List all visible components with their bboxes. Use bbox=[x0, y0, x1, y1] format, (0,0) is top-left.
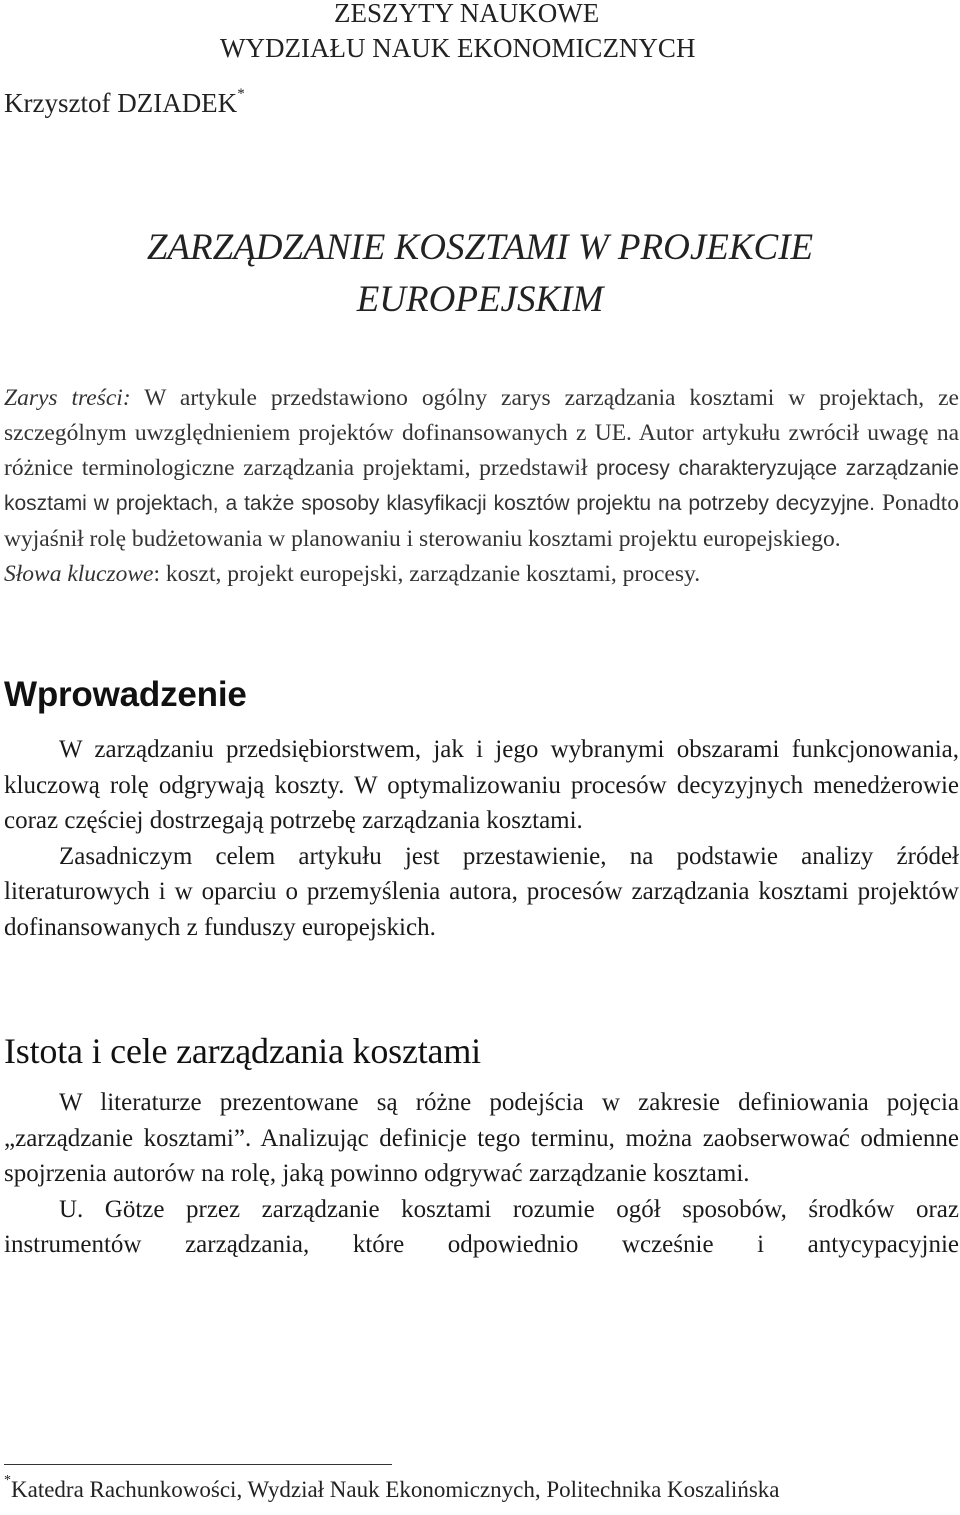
essence-paragraph-2: U. Götze przez zarządzanie kosztami rozumie ogół sposobów, środków oraz instrumentów zarządzania, które odpowiednio wcześnie i antycypacyjnie bbox=[4, 1195, 959, 1258]
abstract-label: Zarys treści: bbox=[4, 385, 131, 411]
abstract-text-end: Ponadto wyjaśnił rolę budżetowania w planowaniu i sterowaniu kosztami projektu europejskiego. bbox=[4, 490, 959, 553]
abstract-paragraph bbox=[4, 381, 959, 557]
author bbox=[4, 88, 245, 119]
essence-paragraph-1: W literaturze prezentowane są różne podejścia w zakresie definiowania pojęcia „zarządzanie kosztami”. Analizując definicje tego terminu, można zaobserwować odmienne spojrzenia autorów na rolę, jaką powinno odgrywać zarządzanie kosztami. bbox=[4, 1089, 959, 1187]
article-title-line2: EUROPEJSKIM bbox=[356, 279, 604, 320]
essence-body bbox=[4, 1085, 959, 1263]
footnote bbox=[4, 1473, 780, 1503]
keywords-label: Słowa kluczowe bbox=[4, 560, 154, 587]
keywords bbox=[4, 557, 959, 592]
keywords-text: : koszt, projekt europejski, zarządzanie kosztami, procesy. bbox=[153, 560, 701, 587]
footnote-mark: * bbox=[4, 1473, 11, 1489]
article-title bbox=[0, 222, 960, 326]
abstract bbox=[4, 381, 959, 592]
journal-title-line2: WYDZIAŁU NAUK EKONOMICZNYCH bbox=[220, 33, 696, 63]
journal-title-line1: ZESZYTY NAUKOWE bbox=[334, 0, 600, 28]
article-title-line1: ZARZĄDZANIE KOSZTAMI W PROJEKCIE bbox=[146, 227, 814, 268]
author-footnote-mark: * bbox=[237, 86, 245, 102]
intro-paragraph-2: Zasadniczym celem artykułu jest przestawienie, na podstawie analizy źródeł literaturowych i w oparciu o przemyślenia autora, procesów zarządzania kosztami projektów dofinansowanych z funduszy europejskich. bbox=[4, 842, 959, 941]
intro-body bbox=[4, 732, 959, 945]
footnote-divider bbox=[4, 1464, 392, 1465]
section-heading-intro: Wprowadzenie bbox=[4, 675, 247, 714]
abstract-text-sans: procesy charakteryzujące zarządzanie kosztami w projektach, a także sposoby klasyfikacji kosztów projektu na potrzeby decyzyjne. bbox=[4, 456, 959, 516]
footnote-text: Katedra Rachunkowości, Wydział Nauk Ekonomicznych, Politechnika Koszalińska bbox=[11, 1477, 780, 1502]
author-name: Krzysztof DZIADEK bbox=[4, 88, 238, 118]
abstract-text: W artykule przedstawiono ogólny zarys zarządzania kosztami w projektach, ze szczególnym uwzględnieniem projektów dofinansowanych z UE. Autor artykułu zwrócił uwagę na różnice terminologiczne zarządzania projektami, przedstawił bbox=[4, 385, 959, 481]
section-heading-essence: Istota i cele zarządzania kosztami bbox=[4, 1031, 481, 1071]
intro-paragraph-1: W zarządzaniu przedsiębiorstwem, jak i jego wybranymi obszarami funkcjonowania, kluczową rolę odgrywają koszty. W optymalizowaniu procesów decyzyjnych menedżerowie coraz częściej dostrzegają potrzebę zarządzania kosztami. bbox=[4, 736, 959, 834]
